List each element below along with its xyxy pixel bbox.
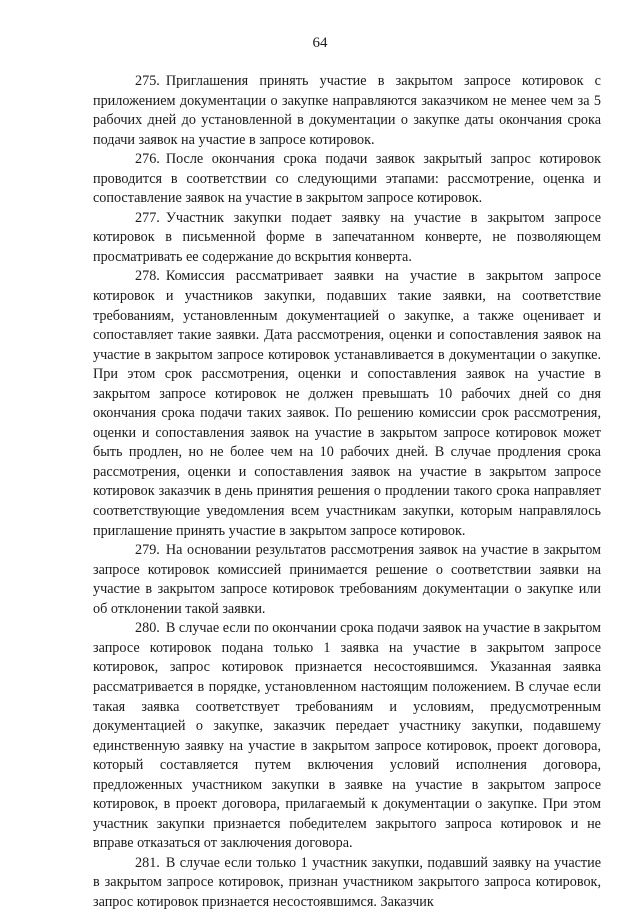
paragraph-number: 281. xyxy=(135,854,160,871)
paragraph-number: 278. xyxy=(135,268,160,285)
paragraph-text: На основании результатов рассмотрения заявок на участие в закрытом запросе котировок комиссией принимается решение о соответствии заявки на участие в закрытом запросе котировок требованиям документации о закупке или об отклонении такой заявки. xyxy=(93,542,601,617)
paragraph-278 xyxy=(93,267,601,541)
paragraph-text: Приглашения принять участие в закрытом запросе котировок с приложением документации о закупке направляются заказчиком не менее чем за 5 рабочих дней до установленной в документации о закупке даты окончания срока подачи заявок на участие в запросе котировок. xyxy=(93,73,601,148)
paragraph-280 xyxy=(93,619,601,854)
paragraph-275 xyxy=(93,72,601,150)
paragraph-text: Комиссия рассматривает заявки на участие в закрытом запросе котировок и участников закупки, подавших такие заявки, на соответствие требованиям, установленным документацией о закупке, а также оценивает и сопоставляет такие заявки. Дата рассмотрения, оценки и сопоставления заявок на участие в закрытом запросе котировок устанавливается в документации о закупке. При этом срок рассмотрения, оценки и сопоставления заявок на участие в закрытом запросе котировок не должен превышать 10 рабочих дней со дня окончания срока подачи таких заявок. По решению комиссии срок рассмотрения, оценки и сопоставления заявок на участие в закрытом запросе котировок может быть продлен, но не более чем на 10 рабочих дней. В случае продления срока рассмотрения, оценки и сопоставления заявок на участие в закрытом запросе котировок заказчик в день принятия решения о продлении такого срока направляет соответствующие уведомления всем участникам закупки, которым направлялось приглашение принять участие в закрытом запросе котировок. xyxy=(93,268,601,539)
paragraph-281 xyxy=(93,854,601,913)
page-number: 64 xyxy=(312,35,328,51)
paragraph-number: 280. xyxy=(135,620,160,637)
document-body xyxy=(93,72,601,913)
paragraph-277 xyxy=(93,209,601,268)
paragraph-text: После окончания срока подачи заявок закрытый запрос котировок проводится в соответствии со следующими этапами: рассмотрение, оценка и сопоставление заявок на участие в закрытом запросе котировок. xyxy=(93,151,601,207)
paragraph-text: Участник закупки подает заявку на участие в закрытом запросе котировок в письменной форме в запечатанном конверте, не позволяющем просматривать ее содержание до вскрытия конверта. xyxy=(93,209,601,265)
paragraph-276 xyxy=(93,150,601,209)
paragraph-number: 279. xyxy=(135,542,160,559)
paragraph-text: В случае если только 1 участник закупки, подавший заявку на участие в закрытом запросе котировок, признан участником закрытого запроса котировок, запрос котировок признается несостоявшимся. Заказчик xyxy=(93,854,601,910)
paragraph-279 xyxy=(93,541,601,619)
paragraph-number: 277. xyxy=(135,209,160,226)
paragraph-number: 276. xyxy=(135,151,160,168)
paragraph-text: В случае если по окончании срока подачи заявок на участие в закрытом запросе котировок подана только 1 заявка на участие в закрытом запросе котировок, запрос котировок признается несостоявшимся. Указанная заявка рассматривается в порядке, установленном настоящим положением. В случае если такая заявка соответствует требованиям и условиям, предусмотренным документацией о закупке, заказчик передает участнику закупки, подавшему единственную заявку на участие в закрытом запросе котировок, проект договора, который составляется путем включения условий исполнения договора, предложенных участником закупки в заявке на участие в закрытом запросе котировок, в проект договора, прилагаемый к документации о закупке. При этом участник закупки признается победителем закрытого запроса котировок и не вправе отказаться от заключения договора. xyxy=(93,620,601,852)
paragraph-number: 275. xyxy=(135,73,160,89)
